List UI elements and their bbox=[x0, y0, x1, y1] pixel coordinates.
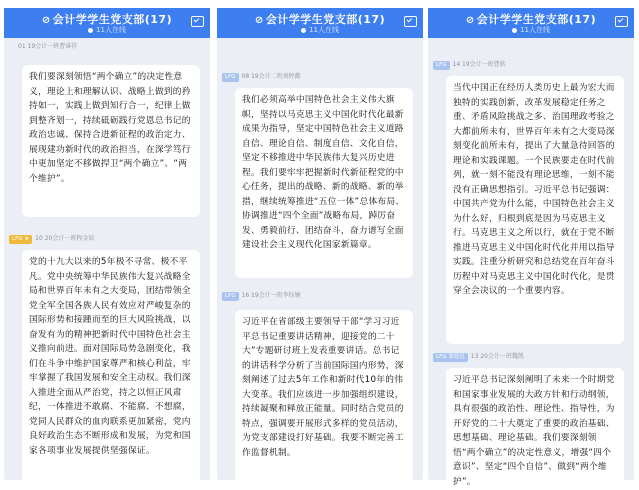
online-count: 11人在线 bbox=[309, 26, 339, 34]
chat-title: 会计学学生党支部(17) bbox=[476, 13, 597, 26]
group-chat-icon: ⊘ bbox=[465, 15, 475, 26]
online-count: 11人在线 bbox=[520, 26, 550, 34]
chat-screen-2 bbox=[217, 8, 423, 480]
online-count: 11人在线 bbox=[96, 26, 126, 34]
group-chat-icon: ⊘ bbox=[254, 15, 264, 26]
group-chat-icon: ⊘ bbox=[41, 15, 51, 26]
message-bubble[interactable]: 习近平在省部级主要领导干部“学习习近平总书记重要讲话精神，迎接党的二十大”专题研讨班上发表重要讲话。总书记的讲话科学分析了当前国际国内形势，深刻阐述了过去5年工作和新时代10年的伟大变革。我们应该进一步加强组织建设，持续凝聚和释放正能量。同时结合党员的特点，强调要开展形式多样的党员活动，为党支部建设打好基础。我要不断完善工作监督机制。 bbox=[235, 310, 413, 490]
chat-screen-1 bbox=[4, 8, 210, 480]
message-sender: LFG 要德息 13 20会计一班魏凯 bbox=[433, 352, 524, 362]
chat-header bbox=[4, 8, 210, 38]
group-menu-icon[interactable] bbox=[615, 16, 628, 27]
chat-screen-3 bbox=[428, 8, 634, 487]
online-dot-icon bbox=[301, 28, 306, 33]
member-level-badge: LFG bbox=[222, 73, 239, 82]
message-sender: LFG 14 19会计一班曹欣 bbox=[433, 60, 506, 70]
member-level-badge: LFG bbox=[433, 61, 450, 70]
member-level-badge: LFG 要德息 bbox=[433, 353, 468, 362]
message-bubble[interactable]: 党的十九大以来的5年极不寻常、极不平凡。党中央统筹中华民族伟大复兴战略全局和世界百年未有之大变局，团结带领全党全军全国各族人民有效应对严峻复杂的国际形势和接踵而至的巨大风险挑战，以奋发有为的精神把新时代中国特色社会主义推向前进。面对国际局势急剧变化，我们在斗争中维护国家尊严和核心利益，牢牢掌握了我国发展和安全主动权。我们深入推进全面从严治党，持之以恒正风肃纪，一体推进不敢腐、不能腐、不想腐，党同人民群众的血肉联系更加紧密，党内良好政治生态不断形成和发展，为党和国家各项事业发展提供坚强保证。 bbox=[22, 250, 200, 490]
online-dot-icon bbox=[88, 28, 93, 33]
group-menu-icon[interactable] bbox=[404, 16, 417, 27]
message-sender: LFG 08 19会计二班刘婷懿 bbox=[222, 72, 301, 82]
online-dot-icon bbox=[512, 28, 517, 33]
chat-header bbox=[428, 8, 634, 38]
member-level-badge: LFG bbox=[222, 292, 239, 301]
message-bubble[interactable]: 习近平总书记深刻阐明了未来一个时期党和国家事业发展的大政方针和行动纲领，具有很强的政治性、理论性、指导性，为开好党的二十大奠定了重要的政治基础、思想基础、理论基础。我们要深刻领悟“两个确立”的决定性意义，增强“四个意识”、坚定“四个自信”、做到“两个维护”。 bbox=[446, 368, 624, 490]
chat-title: 会计学学生党支部(17) bbox=[265, 13, 386, 26]
message-bubble[interactable]: 当代中国正在经历人类历史上最为宏大而独特的实践创新，改革发展稳定任务之重、矛盾风险挑战之多、治国理政考验之大都前所未有，世界百年未有之大变局深刻变化前所未有，提出了大量急待回答的理论和实践课题。一个民族要走在时代前列，就一刻不能没有理论思维，一刻不能没有正确思想指引。习近平总书记强调：中国共产党为什么能，中国特色社会主义为什么好，归根到底是因为马克思主义行。马克思主义之所以行，就在于党不断推进马克思主义中国化时代化并用以指导实践。注重分析研究和总结党在百年奋斗历程中对马克思主义中国化时代化，是贯穿全会决议的一个重要内容。 bbox=[446, 76, 624, 344]
message-sender: LFG 16 19会计一班李钰婉 bbox=[222, 291, 301, 301]
member-level-badge: LFG ★ bbox=[9, 235, 32, 244]
chat-title: 会计学学生党支部(17) bbox=[52, 13, 173, 26]
message-sender: 01 19会计一班曹睿祥 bbox=[18, 43, 78, 50]
group-menu-icon[interactable] bbox=[191, 16, 204, 27]
message-bubble[interactable]: 我们必须高举中国特色社会主义伟大旗帜，坚持以马克思主义中国化时代化最新成果为指导，坚定中国特色社会主义道路自信、理论自信、制度自信、文化自信，坚定不移推进中华民族伟大复兴历史进程。我们要牢牢把握新时代新征程党的中心任务，提出的战略、新的战略、新的举措，继续统筹推进“五位一体”总体布局、协调推进“四个全面”战略布局，踔厉奋发、勇毅前行、团结奋斗，奋力谱写全面建设社会主义现代化国家新篇章。 bbox=[235, 88, 413, 278]
message-bubble[interactable]: 我们要深刻领悟“两个确立”的决定性意义，理论上和理解认识、战略上做到的矜持如一，实践上做到知行合一，纪律上做到整齐划一，持续砥砺践行党恩总书记的政治忠诚、保持合进新征程的政治定力、展现建功新时代的政治担当，在深学笃行中更加坚定不移做捍卫“两个确立”、“两个维护”。 bbox=[22, 65, 200, 217]
message-sender: LFG ★ 10 20会计一班程金辰 bbox=[9, 234, 94, 244]
chat-header bbox=[217, 8, 423, 38]
